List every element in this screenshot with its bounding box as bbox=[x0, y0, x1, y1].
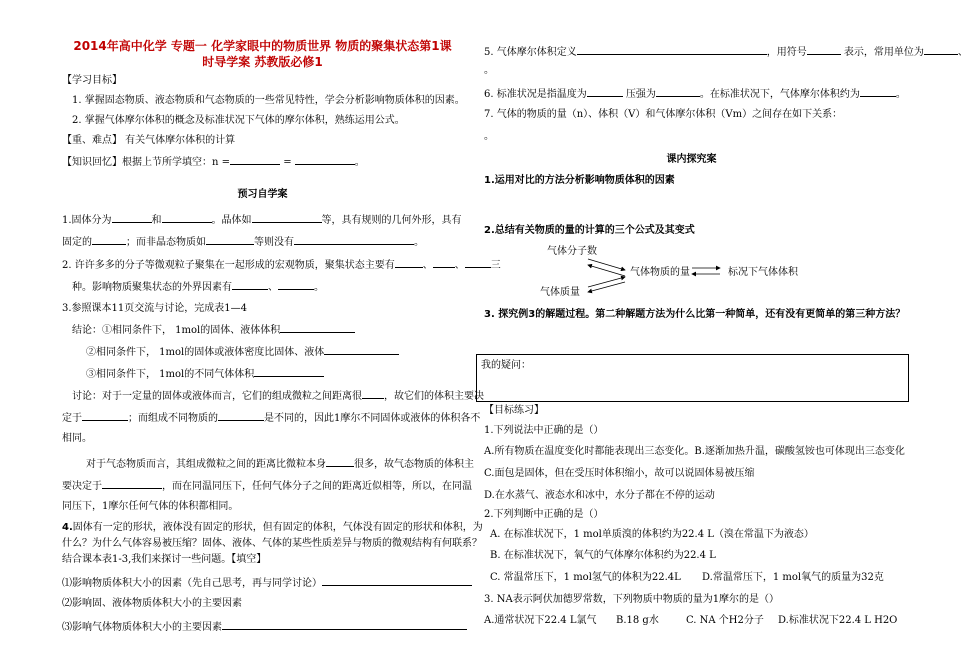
preview-q1-line2: 固定的 ；而非晶态物质如 等则没有 。 bbox=[62, 234, 424, 249]
conclusion-1: 结论：①相同条件下， 1mol的固体、液体体积 bbox=[72, 322, 355, 337]
review-q6: 6. 标准状况是指温度为 压强为 。在标准状况下，气体摩尔体积约为 。 bbox=[484, 86, 906, 101]
preview-q4-line2: 什么？为什么气体容易被压缩？固体、液体、气体的某些性质差异与物质的微观结构有何联系？ bbox=[62, 538, 482, 549]
practice-q3-option-a: A.通常状况下22.4 L氯气 bbox=[484, 615, 597, 626]
fill-factor-3: ⑶影响气体物质体积大小的主要因素 bbox=[62, 619, 467, 634]
key-points: 【重、难点】 有关气体摩尔体积的计算 bbox=[62, 135, 236, 146]
preview-q4-line3: 结合课本表1-3,我们来探讨一些问题。【填空】 bbox=[62, 554, 267, 565]
review-q7-line1: 7. 气体的物质的量（n）、体积（V）和气体摩尔体积（Vm）之间存在如下关系： bbox=[484, 109, 843, 120]
explore-q2: 2.总结有关物质的量的计算的三个公式及其变式 bbox=[484, 225, 695, 236]
gas-line3: 同压下，1摩尔任何气体的体积都相同。 bbox=[62, 501, 239, 512]
diagram-volume: 标况下气体体积 bbox=[728, 267, 798, 278]
goal-2: 2. 掌握气体摩尔体积的概念及标准状况下气体的摩尔体积，熟练运用公式。 bbox=[72, 115, 405, 126]
discussion-line2: 定于 ；而组成不同物质的 是不同的，因此1摩尔不同固体或液体的体积各不 bbox=[62, 410, 480, 425]
preview-heading: 预习自学案 bbox=[237, 189, 288, 200]
preview-q2-line1: 2. 许许多多的分子等微观粒子聚集在一起形成的宏观物质，聚集状态主要有 、 、 三 bbox=[62, 257, 501, 272]
practice-q1-option-d: D.在水蒸气、液态水和冰中，水分子都在不停的运动 bbox=[484, 490, 715, 501]
gas-line1: 对于气态物质而言，其组成微粒之间的距离比微粒本身 很多，故气态物质的体积主 bbox=[86, 456, 474, 471]
practice-q2-option-c: C. 常温常压下，1 mol氢气的体积为22.4L bbox=[490, 572, 681, 583]
practice-q2: 2.下列判断中正确的是（） bbox=[484, 509, 604, 520]
practice-q2-option-a: A. 在标准状况下，1 mol单质溴的体积约为22.4 L（溴在常温下为液态） bbox=[490, 529, 814, 540]
preview-q1-line1: 1.固体分为 和 。晶体如 等，具有规则的几何外形，具有 bbox=[62, 212, 462, 227]
diagram-mass: 气体质量 bbox=[540, 287, 580, 298]
discussion-line1: 讨论：对于一定量的固体或液体而言，它们的组成微粒之间距离很 ，故它们的体积主要决 bbox=[72, 388, 484, 403]
practice-q3-option-c: C. NA 个H2分子 bbox=[686, 615, 764, 626]
preview-q2-line2: 种。影响物质聚集状态的外界因素有 、 。 bbox=[72, 279, 324, 294]
conclusion-3: ③相同条件下， 1mol的不同气体体积 bbox=[86, 366, 324, 381]
fill-factor-2: ⑵影响固、液体物质体积大小的主要因素 bbox=[62, 598, 242, 609]
preview-q3: 3.参照课本11页交流与讨论，完成表1—4 bbox=[62, 303, 247, 314]
practice-q2-option-d: D.常温常压下，1 mol氧气的质量为32克 bbox=[702, 572, 884, 583]
doc-title-line2: 时导学案 苏教版必修1 bbox=[202, 55, 323, 69]
practice-q3-option-d: D.标准状况下22.4 L H2O bbox=[778, 615, 898, 626]
explore-heading: 课内探究案 bbox=[666, 154, 717, 165]
gas-line2: 要决定于 ，而在同温同压下，任何气体分子之间的距离近似相等，所以，在同温 bbox=[62, 478, 472, 493]
review-q5-line1: 5. 气体摩尔体积定义 ，用符号 表示，常用单位为 、 bbox=[484, 44, 968, 59]
explore-q3: 3. 探究例3的解题过程。第二种解题方法为什么比第一种简单，还有没有更简单的第三种方法？ bbox=[484, 309, 906, 320]
practice-q1-option-c: C.面包是固体，但在受压时体积缩小，故可以说固体易被压缩 bbox=[484, 468, 755, 479]
conclusion-2: ②相同条件下， 1mol的固体或液体密度比固体、液体 bbox=[86, 344, 399, 359]
practice-q1: 1.下列说法中正确的是（） bbox=[484, 425, 604, 436]
review-q7-line2: 。 bbox=[484, 131, 494, 142]
practice-q3: 3. NA表示阿伏加德罗常数，下列物质中物质的量为1摩尔的是（） bbox=[484, 594, 780, 605]
goal-1: 1. 掌握固态物质、液态物质和气态物质的一些常见特性，学会分析影响物质体积的因素。 bbox=[72, 95, 465, 106]
goals-heading: 【学习目标】 bbox=[62, 75, 122, 86]
practice-q1-option-ab: A.所有物质在温度变化时都能表现出三态变化。B.逐渐加热升温，碳酸氢铵也可体现出三态变化 bbox=[484, 446, 905, 457]
diagram-amount: 气体物质的量 bbox=[630, 267, 690, 278]
doubts-box[interactable] bbox=[476, 354, 909, 402]
preview-q4-line1: 4.固体有一定的形状，液体没有固定的形状，但有固定的体积，气体没有固定的形状和体积，为 bbox=[62, 522, 483, 533]
fill-factor-1: ⑴影响物质体积大小的因素（先自己思考，再与同学讨论） bbox=[62, 575, 472, 590]
discussion-line3: 相同。 bbox=[62, 433, 92, 444]
doc-title-line1: 2014年高中化学 专题一 化学家眼中的物质世界 物质的聚集状态第1课 bbox=[73, 39, 452, 53]
review-q5-line2: 。 bbox=[484, 65, 494, 76]
doubts-label: 我的疑问： bbox=[481, 360, 531, 371]
practice-q3-option-b: B.18 g水 bbox=[616, 615, 659, 626]
diagram-molecules: 气体分子数 bbox=[547, 246, 597, 257]
explore-q1: 1.运用对比的方法分析影响物质体积的因素 bbox=[484, 175, 675, 186]
knowledge-recall: 【知识回忆】根据上节所学填空：n = = 。 bbox=[62, 154, 365, 169]
practice-heading: 【目标练习】 bbox=[484, 405, 544, 416]
practice-q2-option-b: B. 在标准状况下，氧气的气体摩尔体积约为22.4 L bbox=[490, 550, 716, 561]
